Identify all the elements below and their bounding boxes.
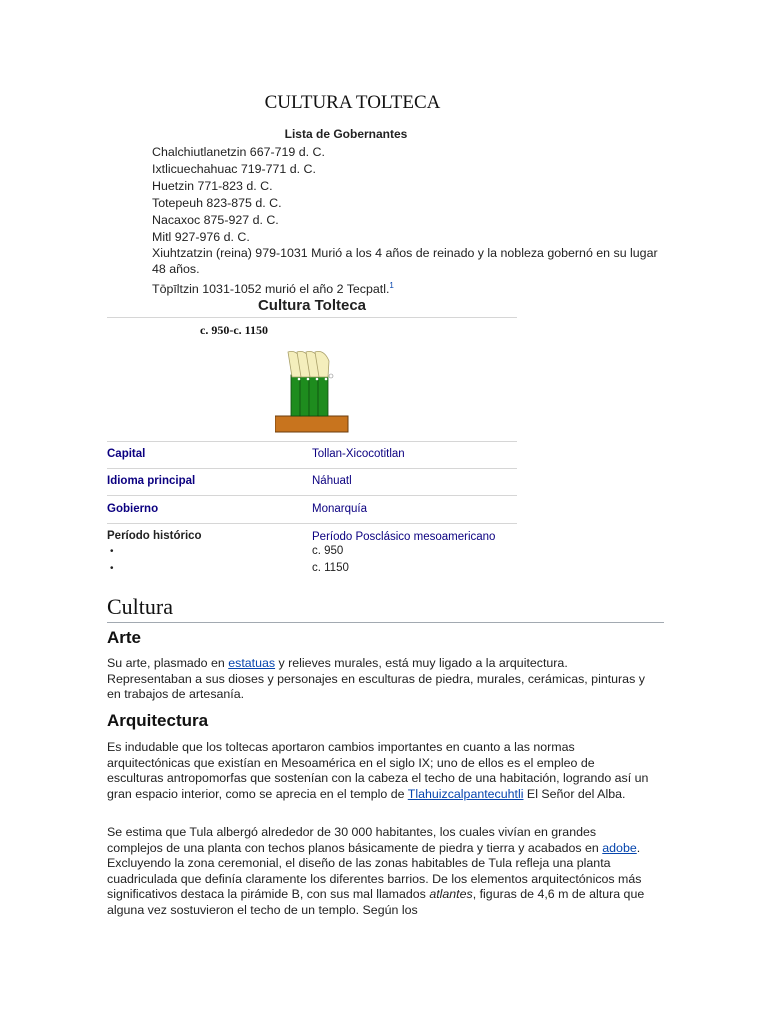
infobox-value-capital[interactable]: Tollan-Xicocotitlan — [312, 448, 405, 460]
infobox-value-period[interactable]: Período Posclásico mesoamericano — [312, 531, 496, 543]
list-item: Chalchiutlanetzin 667-719 d. C. — [152, 145, 325, 159]
period-end: c. 1150 — [312, 562, 349, 574]
infobox-title: Cultura Tolteca — [257, 297, 367, 314]
section-heading-cultura: Cultura — [107, 594, 173, 619]
link-tlahuizcalpantecuhtli[interactable]: Tlahuizcalpantecuhtli — [407, 786, 524, 801]
infobox-label-capital: Capital — [107, 448, 146, 460]
list-item: Mitl 927-976 d. C. — [152, 230, 250, 244]
list-item: Ixtlicuechahuac 719-771 d. C. — [152, 162, 316, 176]
link-estatuas[interactable]: estatuas — [228, 656, 276, 670]
rulers-list — [152, 144, 672, 298]
infobox-label-period: Período histórico — [107, 530, 202, 542]
subsection-heading-arte: Arte — [107, 628, 142, 647]
infobox-divider — [107, 495, 517, 496]
infobox-label-language: Idioma principal — [107, 475, 196, 487]
period-bullet: • — [110, 546, 114, 557]
link-adobe[interactable]: adobe — [602, 840, 637, 855]
infobox-divider — [107, 468, 517, 469]
period-bullet: • — [110, 563, 114, 574]
section-divider — [107, 622, 664, 623]
page-title: CULTURA TOLTECA — [264, 92, 441, 113]
paragraph-arte: Su arte, plasmado en estatuas y relieves murales, está muy ligado a la arquitectura. Representaban a sus dioses y personajes en esculturas de piedra, murales, cerámicas, pinturas y en trabajos de artesanía. — [107, 656, 645, 702]
emphasis-atlantes: atlantes — [429, 887, 473, 902]
paragraph-arquitectura-1: Es indudable que los toltecas aportaron cambios importantes en cuanto a las normas arquitectónicas que existían en Mesoamérica en el siglo IX; uno de ellos es el empleo de esculturas antropomorfas que sostenían con la cabeza el techo de una habitación, logrando así un gran espacio interior, como se aprecia en el templo de Tlahuizcalpantecuhtli El Señor del Alba. — [107, 740, 649, 801]
infobox-divider — [107, 523, 517, 524]
tula-atlantes-emblem — [275, 347, 349, 433]
infobox-value-language[interactable]: Náhuatl — [312, 475, 352, 487]
paragraph-arquitectura-2: Se estima que Tula albergó alrededor de 30 000 habitantes, los cuales vivían en grandes complejos de una planta con techos planos básicamente de piedra y tierra y acabados en adobe. Excluyendo la zona ceremonial, el diseño de las zonas habitables de Tula refleja una planta cuadriculada que definía claramente los diferentes barrios. De los elementos arquitectónicos más significativos destaca la pirámide B, con sus mal llamados atlantes, figuras de 4,6 m de altura que alguna vez sostuvieron el techo de un templo. Según los — [107, 825, 645, 917]
infobox-label-government: Gobierno — [107, 503, 159, 515]
infobox-dates: c. 950-c. 1150 — [200, 323, 268, 337]
period-start: c. 950 — [312, 545, 344, 557]
rulers-heading: Lista de Gobernantes — [284, 127, 408, 141]
list-item: Nacaxoc 875-927 d. C. — [152, 213, 279, 227]
footnote-link[interactable]: 1 — [389, 281, 394, 290]
list-item: Huetzin 771-823 d. C. — [152, 179, 273, 193]
list-item — [152, 277, 672, 298]
list-item: Totepeuh 823-875 d. C. — [152, 196, 282, 210]
emblem-figures — [288, 351, 333, 416]
infobox-value-government[interactable]: Monarquía — [312, 503, 367, 515]
infobox-divider — [107, 317, 517, 318]
list-item: Xiuhtzatzin (reina) 979-1031 Murió a los 4 años de reinado y la nobleza gobernó en su lugar 48 años. — [152, 246, 658, 276]
subsection-heading-arquitectura: Arquitectura — [107, 711, 209, 730]
list-item-text: Tōpīltzin 1031-1052 murió el año 2 Tecpatl. — [152, 282, 390, 297]
emblem-base — [275, 416, 348, 432]
infobox-divider — [107, 441, 517, 442]
